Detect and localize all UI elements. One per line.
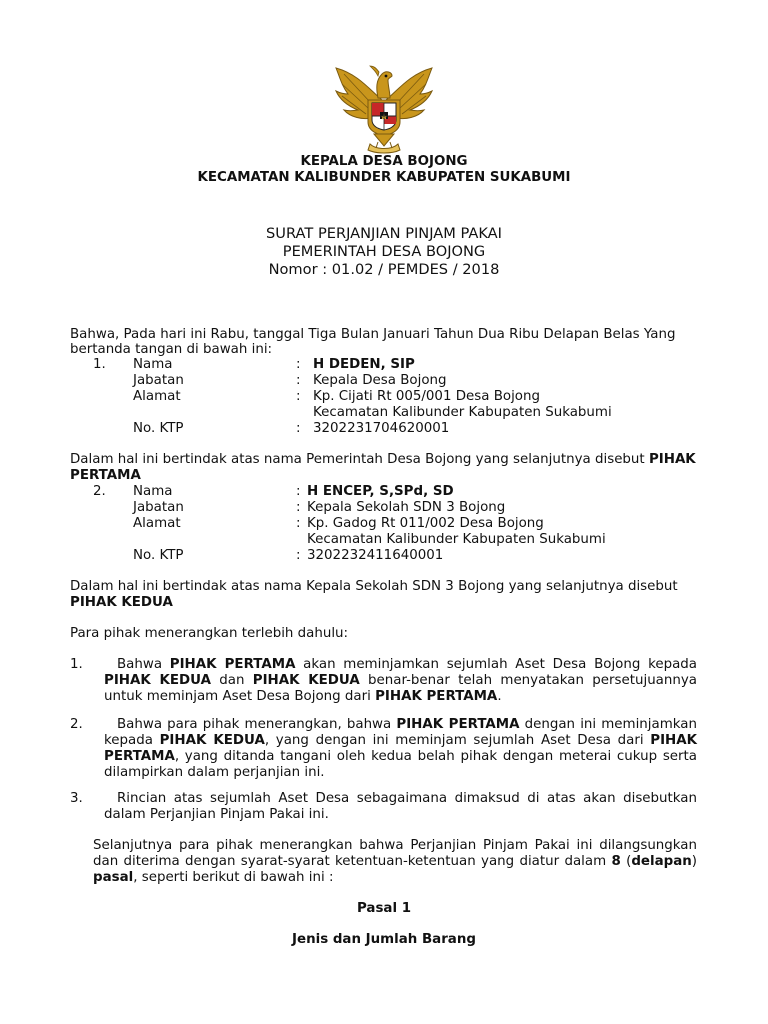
party-1-ktp-label: No. KTP (133, 421, 184, 436)
party-1-alamat-line-2: Kecamatan Kalibunder Kabupaten Sukabumi (313, 405, 612, 420)
party-1-jabatan: Kepala Desa Bojong (313, 373, 447, 388)
party-2-alamat-line-1: Kp. Gadog Rt 011/002 Desa Bojong (307, 516, 544, 531)
clause-1-l2c: PIHAK KEDUA (252, 673, 360, 688)
party-1-name: H DEDEN, SIP (313, 357, 415, 372)
clause-1-l3c: . (497, 689, 502, 704)
clause-1-l2b: dan (210, 673, 253, 688)
clause-1-l3b: PIHAK PERTAMA (375, 689, 498, 704)
party-1-alamat-label: Alamat (133, 389, 181, 404)
party-2-number: 2. (93, 484, 106, 499)
party-2-role-bold: PIHAK KEDUA (70, 595, 173, 610)
title-line-1: SURAT PERJANJIAN PINJAM PAKAI (266, 225, 502, 242)
pasal-number: Pasal 1 (356, 901, 412, 916)
clause-2-l1b: PIHAK PERTAMA (396, 717, 520, 732)
party-2-role-text: Dalam hal ini bertindak atas nama Kepala Sekolah SDN 3 Bojong yang selanjutnya disebut (70, 579, 678, 594)
clause-2-l3b: , yang ditanda tangani oleh kedua belah pihak dengan meterai cukup serta (174, 749, 697, 764)
clause-1-line-2 (104, 673, 697, 689)
closing-l2a: dan diterima dengan syarat-syarat ketentuan-ketentuan yang diatur dalam (93, 854, 612, 869)
party-2-jabatan-colon: : (296, 500, 301, 515)
clause-2-l2b: PIHAK KEDUA (159, 733, 265, 748)
clause-1-l1c: akan meminjamkan sejumlah Aset Desa Bojong kepada (295, 657, 697, 672)
party-1-alamat-line-1: Kp. Cijati Rt 005/001 Desa Bojong (313, 389, 540, 404)
clause-1-l3a: untuk meminjam Aset Desa Bojong dari (104, 689, 376, 704)
clause-2-l2a: kepada (104, 733, 160, 748)
closing-line-1: Selanjutnya para pihak menerangkan bahwa Perjanjian Pinjam Pakai ini dilangsungkan (93, 838, 697, 853)
party-2-name-label: Nama (133, 484, 173, 499)
clause-2-line-4: dilampirkan dalam perjanjian ini. (104, 765, 325, 780)
party-2-jabatan-label: Jabatan (133, 500, 184, 515)
clause-2-number: 2. (70, 717, 83, 732)
clause-2-line-1 (117, 717, 697, 733)
party-2-name-colon: : (296, 484, 301, 499)
clause-1-l2a: PIHAK KEDUA (104, 673, 211, 688)
closing-line-2 (93, 854, 697, 870)
document-number: Nomor : 01.02 / PEMDES / 2018 (268, 261, 500, 278)
title-line-2: PEMERINTAH DESA BOJONG (282, 243, 486, 260)
party-2-jabatan: Kepala Sekolah SDN 3 Bojong (307, 500, 506, 515)
closing-l2c: ( (620, 854, 632, 869)
clause-2-line-3 (104, 749, 697, 765)
header-line-2: KECAMATAN KALIBUNDER KABUPATEN SUKABUMI (197, 170, 571, 185)
clause-1-l2d: benar-benar telah menyatakan persetujuannya (359, 673, 697, 688)
party-1-jabatan-label: Jabatan (133, 373, 184, 388)
party-2-alamat-label: Alamat (133, 516, 181, 531)
header-line-1: KEPALA DESA BOJONG (300, 154, 468, 169)
clause-2-l2c: , yang dengan ini meminjam sejumlah Aset Desa dari (264, 733, 651, 748)
party-1-ktp: 3202231704620001 (313, 421, 450, 436)
party-1-role-bold-2: PERTAMA (70, 468, 141, 483)
party-1-role-line-1 (70, 452, 696, 468)
party-1-jabatan-colon: : (296, 373, 301, 388)
party-1-name-label: Nama (133, 357, 173, 372)
clause-3-line-1: Rincian atas sejumlah Aset Desa sebagaimana dimaksud di atas akan disebutkan (117, 791, 697, 806)
intro-line-2: bertanda tangan di bawah ini: (70, 342, 273, 357)
party-1-role-bold-1: PIHAK (648, 452, 696, 467)
clause-2-l1c: dengan ini meminjamkan (519, 717, 697, 732)
clause-2-l3a: PERTAMA (104, 749, 175, 764)
closing-l2d: delapan (631, 854, 692, 869)
party-2-alamat-colon: : (296, 516, 301, 531)
clause-1-l1b: PIHAK PERTAMA (169, 657, 296, 672)
clause-1-line-3 (104, 689, 502, 705)
garuda-emblem-icon (330, 60, 438, 156)
party-1-ktp-colon: : (296, 421, 301, 436)
closing-l3b: , seperti berikut di bawah ini : (133, 870, 334, 885)
party-1-name-colon: : (296, 357, 301, 372)
closing-line-3 (93, 870, 334, 886)
party-1-role-text: Dalam hal ini bertindak atas nama Pemerintah Desa Bojong yang selanjutnya disebut (70, 452, 645, 467)
closing-l2b: 8 (611, 854, 621, 869)
pasal-title: Jenis dan Jumlah Barang (292, 932, 476, 947)
intro-line-1: Bahwa, Pada hari ini Rabu, tanggal Tiga Bulan Januari Tahun Dua Ribu Delapan Belas Yang (70, 327, 676, 342)
clause-3-line-2: dalam Perjanjian Pinjam Pakai ini. (104, 807, 329, 822)
clause-2-line-2 (104, 733, 697, 749)
clause-2-l1a: Bahwa para pihak menerangkan, bahwa (117, 717, 397, 732)
party-2-name: H ENCEP, S,SPd, SD (307, 484, 454, 499)
clause-1-l1a: Bahwa (117, 657, 170, 672)
party-1-alamat-colon: : (296, 389, 301, 404)
party-2-ktp-colon: : (296, 548, 301, 563)
party-2-ktp: 3202232411640001 (307, 548, 444, 563)
clause-3-number: 3. (70, 791, 83, 806)
clause-1-number: 1. (70, 657, 83, 672)
party-2-ktp-label: No. KTP (133, 548, 184, 563)
closing-l2e: ) (691, 854, 697, 869)
party-2-alamat-line-2: Kecamatan Kalibunder Kabupaten Sukabumi (307, 532, 606, 547)
clause-2-l2d: PIHAK (650, 733, 697, 748)
party-1-number: 1. (93, 357, 106, 372)
closing-l3a: pasal (93, 870, 134, 885)
clause-1-line-1 (117, 657, 697, 673)
para-pihak-intro: Para pihak menerangkan terlebih dahulu: (70, 626, 349, 641)
